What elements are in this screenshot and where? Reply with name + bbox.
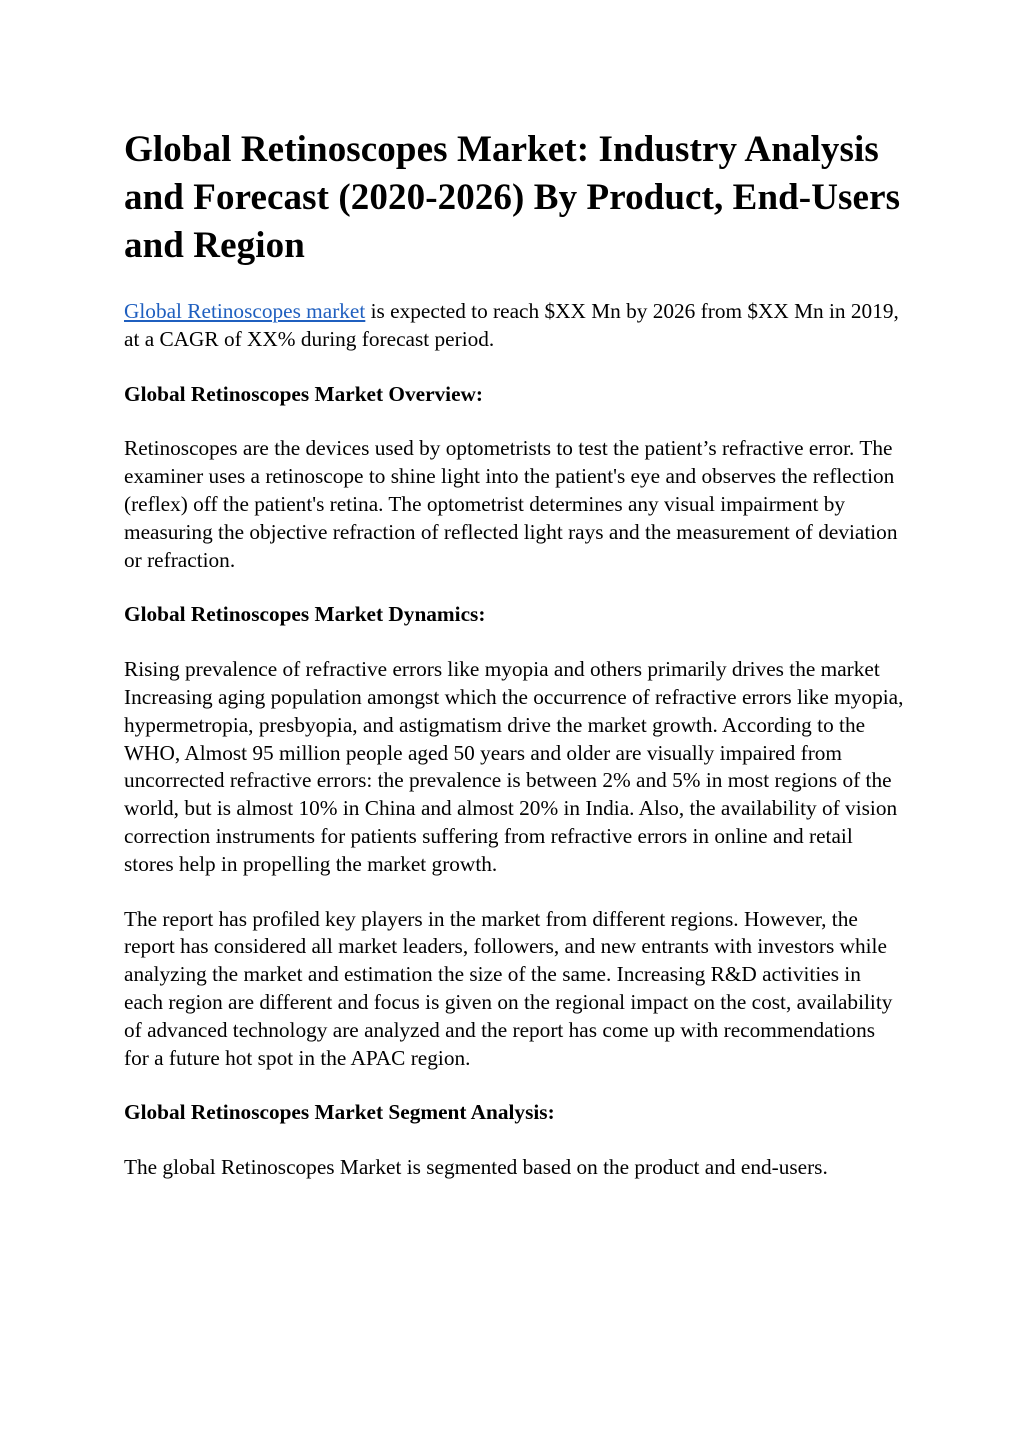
overview-paragraph: Retinoscopes are the devices used by optometrists to test the patient’s refractive error. The examiner uses a retinoscope to shine light into the patient's eye and observes the reflection (reflex) off the patient's retina. The optometrist determines any visual impairment by measuring the objective refraction of reflected light rays and the measurement of deviation or refraction. xyxy=(124,436,898,572)
dynamics-line-driver: Rising prevalence of refractive errors like myopia and others primarily drives the market xyxy=(124,657,880,682)
section-heading-overview: Global Retinoscopes Market Overview: xyxy=(124,381,484,406)
section-heading-dynamics: Global Retinoscopes Market Dynamics: xyxy=(124,602,486,627)
intro-paragraph xyxy=(124,298,904,354)
intro-text: is expected to reach $XX Mn by 2026 from $XX Mn in 2019, at a CAGR of XX% during forecast period. xyxy=(124,299,899,351)
segment-paragraph: The global Retinoscopes Market is segmented based on the product and end-users. xyxy=(124,1155,828,1180)
key-players-paragraph: The report has profiled key players in the market from different regions. However, the report has considered all market leaders, followers, and new entrants with investors while analyzing the market and estimation the size of the same. Increasing R&D activities in each region are different and focus is given on the regional impact on the cost, availability of advanced technology are analyzed and the report has come up with recommendations for a future hot spot in the APAC region. xyxy=(124,906,893,1070)
market-link[interactable]: Global Retinoscopes market xyxy=(124,299,366,323)
dynamics-line-aging: Increasing aging population amongst which the occurrence of refractive errors like myopia, hypermetropia, presbyopia, and astigmatism drive the market growth. According to the WHO, Almost 95 million people aged 50 years and older are visually impaired from uncorrected refractive errors: the prevalence is between 2% and 5% in most regions of the world, but is almost 10% in China and almost 20% in India. Also, the availability of vision correction instruments for patients suffering from refractive errors in online and retail stores help in propelling the market growth. xyxy=(124,684,904,876)
document-title: Global Retinoscopes Market: Industry Analysis and Forecast (2020-2026) By Product, End-Users and Region xyxy=(124,129,901,266)
dynamics-paragraph xyxy=(124,656,904,878)
section-heading-segment: Global Retinoscopes Market Segment Analysis: xyxy=(124,1100,555,1125)
document-page xyxy=(124,126,904,1209)
